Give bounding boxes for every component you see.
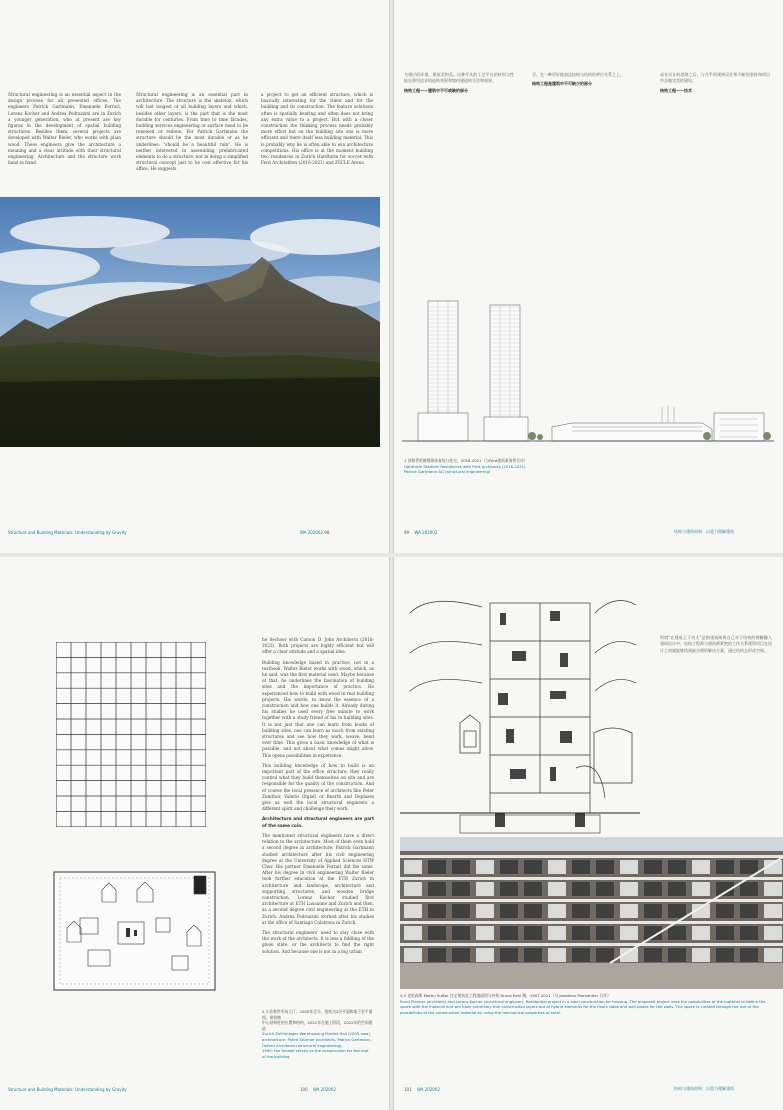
page-footer-right (300, 1087, 336, 1092)
page-number: 98 (324, 530, 330, 535)
paragraph: The structural engineers' need to stay close with the work of the architects. It is less a fiddling of the given state, or the architects to find the right solution. And because one is not in a big urban (262, 929, 374, 954)
paragraph: The mentioned structural engineers have a direct relation to the architecture. Most of them even hold a second degree in architecture. Patrick Gartmann studied architecture after his civil engineering degree at the University of Applied Sciences HTW Chur. His partner Emanuele Ferrari did the same. After his degree in civil engineering Walter Bieler took further education at the ETH Zurich in architecture and landscape, architecture and supporting structures, and wooden bridge construction. Lorenz Kocher studied first architecture at ETH Lausanne and Zurich and then, as a second degree civil engineering at the ETH in Zurich. Andrea Pedrazzini worked after his studies at the office of Santiago Calatrava in Zurich. (262, 832, 374, 925)
chinese-column-2 (532, 72, 642, 91)
text-column (262, 637, 374, 959)
chinese-column-1 (404, 72, 514, 97)
caption-line: architecture: Pahre Stürmer Architects, Patrick Gartmann, (262, 1036, 372, 1042)
paragraph: Structural engineering is an essential aspect in the design process for all presented offices. The engineers Patrick Gartmann, Emanuele Ferrari, Lorenz Kocher and Andrea Pedrazzini are in Zurich a younger generation, who at present are key figures in the development of spatial building structures. Besides them, several projects are developed with Walter Bieler, who works with plain wood. These engineers give the architecture a meaning and a clear attitude with their structural engineering. Architecture and the structure work hand in hand. (8, 92, 121, 166)
paragraph: Building knowledge based in practice, not in a textbook. Walter Bieler works with wood, which, as he said, was the first material used. Maybe because of that, he underlines the fascination of building sites and the importance of practice. He experienced how to build with wood in real building projects. His words: to know the essence of a construction and how one builds it. Already during his studies he used every free minute to work together with a study friend of his in building sites. It is not just that one can learn from books of building sites, one can learn as much from existing structures and see how they work, weave, bend over time. This gives a basic knowledge of what is possible, and not about what comes might allow. This opens possibilities in experience. (262, 659, 374, 758)
caption-line: of the building (262, 1053, 290, 1059)
caption-line: 2,3 苏黎世市场大厅，2005年至今，图纸为2层平面和地下室平面图，建筑物 (262, 1009, 373, 1020)
page-98 (0, 0, 389, 553)
paragraph: 为相应的环境、建筑美和美。这种平凡的工艺平凡的材料与性能在那里追求构造的效果和如何建造的方法和效果。 (404, 72, 514, 84)
page-footer (404, 530, 437, 535)
section-heading: 结构工程——技术 (660, 87, 692, 93)
footer-title: 结构与建筑材料：以重力理解建筑 (674, 1086, 734, 1091)
footer-title: 结构与建筑材料：以重力理解建筑 (674, 529, 734, 534)
facade-rendering (400, 837, 783, 989)
section-heading: 结构工程是建筑中不可缺少的部分 (532, 81, 592, 87)
chinese-column (660, 635, 772, 654)
section-heading: 结构工程——建筑中不可或缺的部分 (404, 87, 468, 93)
bottom-spread (0, 557, 783, 1110)
page-footer-right (674, 529, 734, 535)
page-100 (0, 557, 389, 1110)
journal-name: WA 202002 (312, 1087, 336, 1092)
journal-name: WA 202002 (416, 1087, 440, 1092)
page-99 (394, 0, 783, 553)
figure-caption (262, 1009, 374, 1059)
text-column-3 (261, 92, 373, 170)
figure-caption (404, 458, 584, 475)
page-footer-right (300, 530, 333, 535)
footer-title: Structure and Building Materials: Understanding by Gravity (8, 1087, 127, 1092)
page-footer (8, 1087, 127, 1092)
caption-line: Hardturm Stadium Residences with Ferd Architects (2016-2021) (404, 463, 526, 469)
page-101 (394, 557, 783, 1110)
paragraph: This building knowledge of how to build is an important part of the office structure, they really control what they build themselves on site and are responsible for the quality of the construction. And of course the local presence of architects like Peter Zumthor, Valerio Olgiati or Bearth and Deplazes give as well the local structural engineers a different spirit and challenge their work. (262, 762, 374, 812)
caption-line: 1 苏黎世哈德图姆体育场与住宅，2016-2021（与Ferd建筑事务所合作） (404, 458, 528, 463)
caption-line: Oxford Architects (structural engineering), (262, 1042, 343, 1048)
text-column-2 (136, 92, 248, 177)
chinese-column-3 (660, 72, 770, 97)
caption-line: Patrick Gartmann AG (structural engineering) (404, 469, 491, 475)
text-column-1 (8, 92, 121, 170)
paragraph: 学。在一种更好地表达结构与结构的呼应关系之上。 (532, 72, 624, 77)
paragraph: he Sechser with Carson D. John Architects (2018-2022). Both projects are highly efficient but will offer a clear attitude and a spatial idea. (262, 637, 374, 655)
building-facade-drawing (56, 642, 206, 827)
top-spread (0, 0, 783, 553)
caption-line: 4,5 克里森斯 Martin Sutter 住宅建筑及工程剖面图与外景 Bruno Kehl 摄，1907-2021（与 Jonathan Parmentier 合作） (400, 993, 611, 998)
caption-line: 1990: the facade serves as the construction for the roof (262, 1048, 369, 1054)
journal-name: WA 202002 (414, 530, 438, 535)
market-hall-floor-plan (52, 870, 217, 992)
paragraph: 所谓“在建筑上下功夫”是指建筑师将自己对于结构的理解融入建筑设计中。结构工程师与建筑师紧密的工作关系使得项目在设计之初就能够找到最合理的解决方案，通过结构去形成空间。 (660, 635, 772, 653)
mountain-landscape-photo (0, 197, 380, 447)
section-heading: Architecture and structural engineers are part of the same coin. (262, 816, 374, 828)
caption-line: 中心结构柱的位置和结构，2021年在施工阶段，2022年的空间建造 (262, 1020, 373, 1031)
stadium-elevation-drawing (402, 295, 774, 453)
journal-name: WA 202002 (300, 530, 324, 535)
paragraph: a project to get an efficient structure, which is basically interesting for the client and for the building and its construction. The feature solutions often is spatially bearing and often does not bring any extra value to a project. But with a closer construction the thinking process needs probably more effort but on the building site one is more efficient and there itself less building material. This is probably why he is often able to win architecture competitions. His office is at the moment building two residences in Zurich Hardturm for soccer with Ferd Architekten (2016-2021) and ZSCLE Arena (261, 92, 373, 166)
figure-caption (400, 993, 770, 1015)
caption-line: Rural Planner (architect) and Lorenz Kocher (structural engineer): Residential project in a steel construction for housing. The proposed project uses the possibilities of the material to define the space with the material and will have extremely thin construction layers out of hybrid elements for the floors slabs and wall plates for the walls. The space is created through the use of the possibilities of the construction material by using the mechanical properties of steel. (400, 998, 766, 1015)
paragraph: Structural engineering is an essential part in architecture. The structure is the skeleton, which will last longest of all building layers and which, besides other layers, is the part that is the most durable for centuries. From time to time facades, building services engineering or surface need to be renewed or redone. For Patrick Gartmann the structure should be the most durable or as he underlines: "should be a beautiful ruin". He is neither interested in assembling prefabricated elements to do a structure, nor in doing a simplified structural concept just to be cost effective for his office. He suggests (136, 92, 248, 172)
page-footer (404, 1087, 440, 1092)
paragraph: 成在设计的思路之后，与合乎所规则设计和不断的坚持和项目中去做完美的建设。 (660, 72, 770, 84)
caption-line: Zurich Zollfreilager Warehousing Market Hall (2005-now), (262, 1031, 372, 1037)
page-number: 101 (404, 1087, 412, 1092)
page-footer (8, 530, 127, 535)
page-number: 99 (404, 530, 410, 535)
page-footer-right (674, 1086, 734, 1092)
building-section-drawing (400, 583, 640, 839)
footer-title: Structure and Building Materials: Understanding by Gravity (8, 530, 127, 535)
page-number: 100 (300, 1087, 308, 1092)
